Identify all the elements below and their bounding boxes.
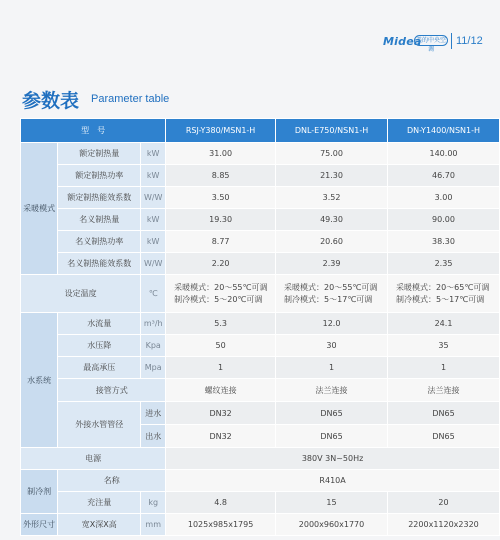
row-unit: Kpa	[141, 335, 166, 357]
cell-value: 采暖模式：20～65℃可调 制冷模式：5～17℃可调	[388, 275, 500, 313]
cell-value: 采暖模式：20～55℃可调 制冷模式：5～17℃可调	[276, 275, 388, 313]
row-unit: ℃	[141, 275, 166, 313]
model-col-2: DNL-E750/NSN1-H	[276, 119, 388, 143]
model-header: 型 号	[21, 119, 166, 143]
page-title: 参数表	[22, 90, 80, 112]
cell-value: 3.52	[276, 187, 388, 209]
cell-value: 8.77	[166, 231, 276, 253]
cell-value: 1025x985x1795	[166, 514, 276, 536]
row-label: 设定温度	[21, 275, 141, 313]
page-number: 11/12	[456, 35, 483, 47]
parameter-table	[20, 118, 500, 536]
table-row	[21, 275, 500, 313]
cell-value: 90.00	[388, 209, 500, 231]
table-row	[21, 253, 500, 275]
cell-value: 140.00	[388, 143, 500, 165]
table-row	[21, 231, 500, 253]
row-label: 充注量	[58, 492, 141, 514]
cell-value: 35	[388, 335, 500, 357]
cell-value: 15	[276, 492, 388, 514]
row-label: 宽X深X高	[58, 514, 141, 536]
cell-value: 法兰连接	[388, 379, 500, 402]
cell-value: 2.20	[166, 253, 276, 275]
brand-logo: Midea	[383, 35, 422, 48]
row-sublabel: 出水	[141, 425, 166, 448]
cell-value: 3.50	[166, 187, 276, 209]
cell-value: 法兰连接	[276, 379, 388, 402]
row-label: 名义制热能效系数	[58, 253, 141, 275]
table-row	[21, 379, 500, 402]
row-unit: Mpa	[141, 357, 166, 379]
model-col-3: DN-Y1400/NSN1-H	[388, 119, 500, 143]
row-unit: W/W	[141, 253, 166, 275]
cell-value: 20.60	[276, 231, 388, 253]
heating-group-label: 采暖模式	[21, 143, 58, 275]
page-subtitle: Parameter table	[91, 93, 170, 105]
cell-value: 20	[388, 492, 500, 514]
cell-value: 5.3	[166, 313, 276, 335]
cell-value: 2.35	[388, 253, 500, 275]
cell-value: 30	[276, 335, 388, 357]
table-row	[21, 357, 500, 379]
cell-value: DN32	[166, 425, 276, 448]
row-label: 名义制热功率	[58, 231, 141, 253]
table-row	[21, 514, 500, 536]
row-label: 额定制热能效系数	[58, 187, 141, 209]
cell-value: 75.00	[276, 143, 388, 165]
row-unit: W/W	[141, 187, 166, 209]
cell-value: DN65	[276, 425, 388, 448]
cell-value: 1	[276, 357, 388, 379]
cell-value: 采暖模式：20～55℃可调 制冷模式：5～20℃可调	[166, 275, 276, 313]
cell-value: DN65	[276, 402, 388, 425]
table-header-row	[21, 119, 500, 143]
row-unit: mm	[141, 514, 166, 536]
cell-value: 3.00	[388, 187, 500, 209]
row-sublabel: 进水	[141, 402, 166, 425]
dimensions-group-label: 外形尺寸	[21, 514, 58, 536]
row-label: 额定制热功率	[58, 165, 141, 187]
row-label: 名义制热量	[58, 209, 141, 231]
table-row	[21, 165, 500, 187]
row-unit: kW	[141, 231, 166, 253]
cell-value: 49.30	[276, 209, 388, 231]
cell-value: 38.30	[388, 231, 500, 253]
cell-value: 4.8	[166, 492, 276, 514]
table-row	[21, 492, 500, 514]
cell-value: 46.70	[388, 165, 500, 187]
header-divider	[451, 33, 452, 49]
model-col-1: RSJ-Y380/MSN1-H	[166, 119, 276, 143]
cell-value: 2000x960x1770	[276, 514, 388, 536]
cell-value: 380V 3N~50Hz	[166, 448, 500, 470]
cell-value: 12.0	[276, 313, 388, 335]
water-group-label: 水系统	[21, 313, 58, 448]
cell-value: 2.39	[276, 253, 388, 275]
cell-value: 8.85	[166, 165, 276, 187]
cell-value: 50	[166, 335, 276, 357]
table-row	[21, 187, 500, 209]
row-label: 外接水管管径	[58, 402, 141, 448]
cell-value: DN32	[166, 402, 276, 425]
cell-value: 24.1	[388, 313, 500, 335]
row-label: 水流量	[58, 313, 141, 335]
cell-value: 19.30	[166, 209, 276, 231]
table-row	[21, 470, 500, 492]
row-label: 额定制热量	[58, 143, 141, 165]
cell-value: 1	[166, 357, 276, 379]
cell-value: 螺纹连接	[166, 379, 276, 402]
table-row	[21, 143, 500, 165]
row-label: 接管方式	[58, 379, 166, 402]
table-row	[21, 209, 500, 231]
row-label: 名称	[58, 470, 166, 492]
page-header	[0, 0, 500, 60]
row-unit: kW	[141, 165, 166, 187]
row-label: 最高承压	[58, 357, 141, 379]
table-row	[21, 402, 500, 425]
table-row	[21, 335, 500, 357]
table-row	[21, 448, 500, 470]
cell-value: DN65	[388, 402, 500, 425]
refrigerant-group-label: 制冷剂	[21, 470, 58, 514]
brand-badge-logo: 美的中央空调	[415, 37, 446, 53]
table-row	[21, 313, 500, 335]
row-unit: kg	[141, 492, 166, 514]
cell-value: 1	[388, 357, 500, 379]
cell-value: R410A	[166, 470, 500, 492]
row-label: 水压降	[58, 335, 141, 357]
cell-value: 31.00	[166, 143, 276, 165]
row-unit: m³/h	[141, 313, 166, 335]
cell-value: DN65	[388, 425, 500, 448]
row-unit: kW	[141, 209, 166, 231]
row-unit: kW	[141, 143, 166, 165]
cell-value: 21.30	[276, 165, 388, 187]
row-label: 电源	[21, 448, 166, 470]
cell-value: 2200x1120x2320	[388, 514, 500, 536]
